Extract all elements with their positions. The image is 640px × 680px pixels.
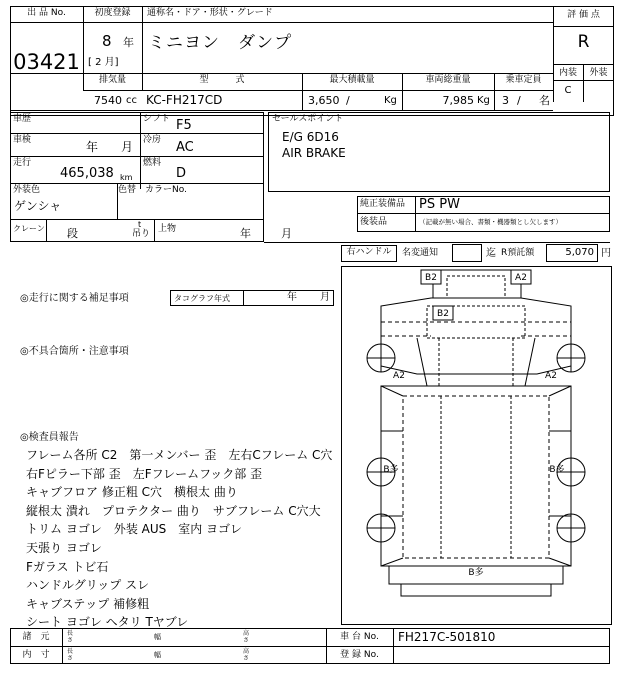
width-label: 幅 — [154, 633, 161, 641]
distance-label: 迄 — [486, 248, 496, 259]
sales-point-line-1: E/G 6D16 — [282, 130, 339, 144]
mileage-value: 465,038 — [60, 166, 114, 181]
crane-year-unit: 年 — [240, 227, 251, 240]
capacity-unit: 名 — [539, 94, 550, 107]
damage-mark: A2 — [545, 371, 557, 381]
interior-grade: C — [564, 85, 572, 96]
exterior-color-value: ゲンシャ — [14, 199, 62, 213]
tachograph-month-unit: 月 — [320, 292, 330, 303]
model-value: KC-FH217CD — [146, 93, 223, 107]
max-load-label: 最大積載量 — [329, 75, 375, 85]
crane-month-unit: 月 — [281, 227, 292, 240]
lot-number: 03421 — [13, 50, 80, 74]
gross-weight-label: 車両総重量 — [425, 75, 471, 85]
history-label: 車歴 — [13, 114, 32, 124]
crane-stage-unit: 段 — [67, 227, 78, 240]
sales-point-line-2: AIR BRAKE — [282, 146, 346, 160]
max-load-unit: Kg — [384, 95, 397, 106]
interior-label: 内装 — [558, 68, 577, 78]
inspection-label: 車検 — [13, 135, 32, 145]
car-name-label: 通称名・ドア・形状・グレード — [147, 8, 273, 18]
truck-diagram — [341, 266, 612, 625]
width-label-2: 幅 — [154, 651, 161, 659]
capacity-sep: / — [517, 94, 521, 107]
crane-ton-unit: 吊り — [132, 229, 151, 239]
car-name: ミニヨン ダンプ — [148, 33, 293, 53]
height-label: 高さ — [243, 630, 250, 644]
aftermarket-note: （記載が無い場合、書類・機器類とし欠します） — [419, 218, 562, 226]
ac-label: 冷房 — [143, 135, 162, 145]
reg-year: 8 — [102, 32, 112, 50]
displacement-unit: cc — [126, 95, 137, 106]
mileage-label: 走行 — [13, 158, 32, 168]
genuine-equipment-value: PS PW — [419, 197, 460, 212]
first-reg-label: 初度登録 — [94, 8, 131, 18]
steering-value: 右ハンドル — [346, 247, 392, 257]
report-line: 右Fピラー下部 歪 左Fフレームフック部 歪 — [26, 466, 263, 481]
damage-mark: B2 — [437, 309, 449, 319]
displacement-value: 7540 — [94, 94, 122, 107]
dump-bed — [381, 386, 571, 566]
model-label: 型 式 — [199, 75, 245, 85]
report-line: トリム ヨゴレ 外装 AUS 室内 ヨゴレ — [26, 522, 243, 537]
length-label: 長さ — [67, 630, 74, 644]
dims-label: 諸 元 — [22, 632, 50, 642]
recycle-label: R預託額 — [501, 248, 535, 258]
tachograph-label: タコグラフ年式 — [174, 294, 230, 303]
damage-mark: A2 — [393, 371, 405, 381]
chassis-label: 車 台 No. — [340, 632, 379, 642]
exterior-color-label: 外装色 — [13, 185, 41, 195]
report-line: ハンドルグリップ スレ — [26, 578, 150, 593]
inspection-month-unit: 月 — [121, 140, 134, 154]
tachograph-year-unit: 年 — [287, 292, 297, 303]
grade-label: 評 価 点 — [567, 10, 600, 20]
report-line: フレーム各所 C2 第一メンバー 歪 左右Cフレーム C穴 — [26, 448, 333, 462]
report-line: キャブフロア 修正粗 C穴 横根太 曲り — [26, 485, 238, 500]
driving-notes-label: ◎走行に関する補足事項 — [20, 293, 129, 304]
reg-month: [ 2 月] — [88, 57, 119, 68]
report-line: 縦根太 潰れ プロテクター 曲り サブフレーム C穴大 — [26, 503, 321, 518]
crane-mount-label: 上物 — [158, 224, 177, 234]
fuel-value: D — [176, 166, 187, 181]
height-label-2: 高さ — [243, 648, 250, 662]
meter-change-box — [452, 244, 482, 262]
aftermarket-label: 後装品 — [360, 217, 388, 227]
exterior-label: 外装 — [589, 68, 608, 78]
damage-mark: A2 — [515, 273, 527, 283]
shift-value: F5 — [176, 118, 192, 133]
report-line: キャブステップ 補修粗 — [26, 596, 150, 611]
inspection-year-unit: 年 — [86, 140, 99, 154]
report-line: シート ヨゴレ ヘタリ Tヤブレ — [26, 615, 189, 630]
genuine-equipment-label: 純正装備品 — [360, 199, 406, 209]
meter-change-label: 名変通知 — [402, 248, 439, 258]
max-load-value: 3,650 — [308, 94, 340, 107]
details-block — [10, 112, 264, 242]
max-load-sep: / — [346, 94, 350, 107]
damage-mark: B多 — [549, 465, 565, 475]
ac-value: AC — [176, 140, 194, 155]
damage-mark: B2 — [425, 273, 437, 283]
length-label-2: 長さ — [67, 648, 74, 662]
registration-label: 登 録 No. — [340, 650, 379, 660]
gross-weight-unit: Kg — [477, 95, 490, 106]
reg-year-unit: 年 — [123, 36, 134, 49]
report-line: 天張り ヨゴレ — [26, 540, 102, 555]
inspector-report-label: ◎検査員報告 — [20, 432, 79, 443]
report-line: Fガラス トビ石 — [26, 559, 109, 574]
damage-mark: B多 — [468, 568, 484, 578]
crane-ton-unit-top: t — [138, 220, 142, 229]
capacity-value: 3 — [502, 94, 509, 107]
chassis-value: FH217C-501810 — [398, 630, 496, 644]
fuel-label: 燃料 — [143, 158, 162, 168]
color-change-label: 色替 — [118, 185, 137, 195]
gross-weight-value: 7,985 — [442, 94, 474, 107]
recycle-unit: 円 — [601, 248, 611, 259]
inner-dims-label: 内 寸 — [22, 650, 50, 660]
mileage-unit: km — [120, 173, 133, 182]
capacity-label: 乗車定員 — [505, 75, 542, 85]
inspector-report — [26, 446, 332, 632]
shift-label: シフト — [143, 114, 171, 124]
grade-value: R — [577, 32, 590, 52]
color-no-label: カラーNo. — [145, 185, 187, 195]
sales-point-label: セールスポイント — [272, 114, 344, 124]
defects-label: ◎不具合箇所・注意事項 — [20, 346, 129, 357]
damage-mark: B多 — [383, 465, 399, 475]
lot-label: 出 品 No. — [27, 8, 66, 18]
crane-label: クレーン — [13, 224, 45, 233]
cab-top-view — [433, 270, 521, 298]
displacement-label: 排気量 — [98, 75, 126, 85]
recycle-value: 5,070 — [565, 247, 594, 258]
